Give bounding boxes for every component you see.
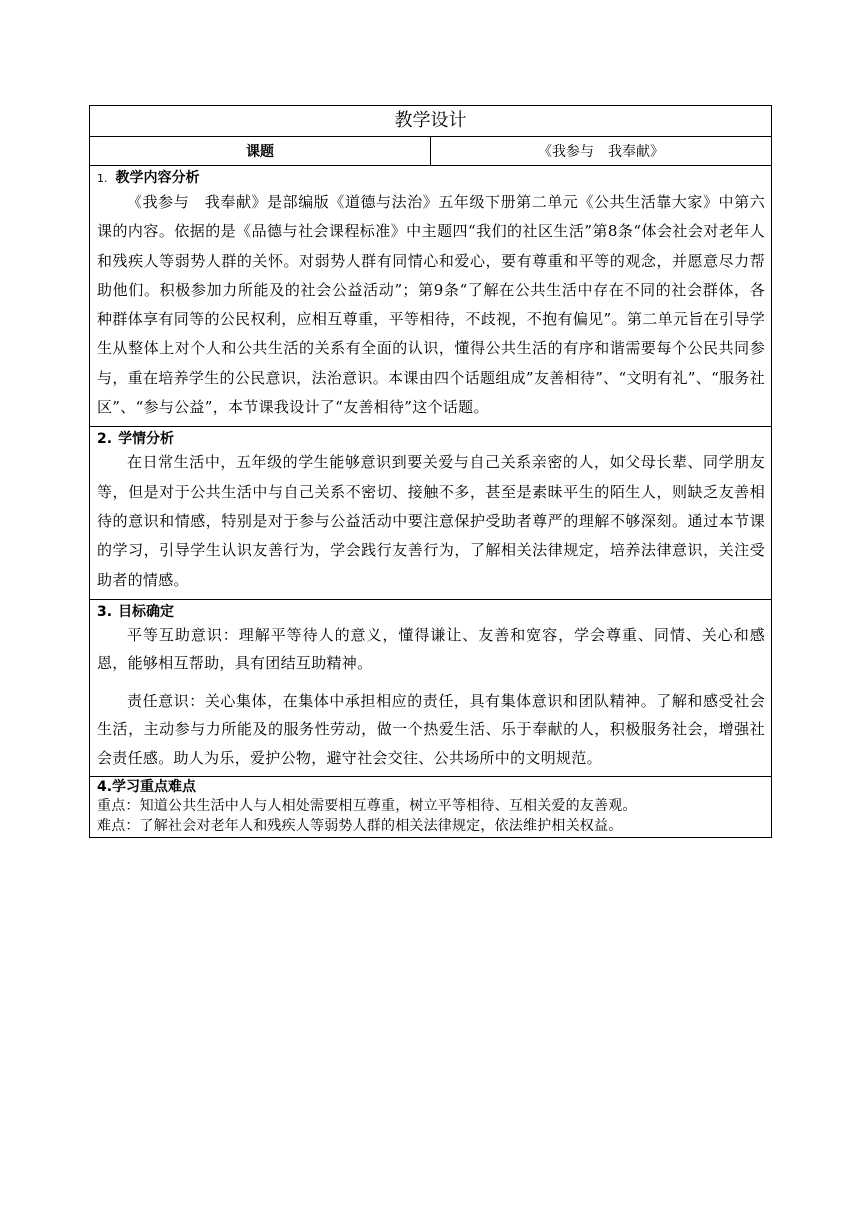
objective-responsibility-paragraph: 责任意识：关心集体，在集体中承担相应的责任，具有集体意识和团队精神。了解和感受社会生活，主动参与力所能及的服务性劳动，做一个热爱生活、乐于奉献的人，积极服务社会，增强社会责任感。助人为乐，爱护公物，避守社会交往、公共场所中的文明规范。 xyxy=(97,691,765,767)
section-number: 1. xyxy=(97,172,108,185)
section-title: 学情分析 xyxy=(118,431,175,448)
section-heading xyxy=(97,603,765,621)
title-row xyxy=(90,106,772,137)
key-point-text: 重点：知道公共生活中人与人相处需要相互尊重，树立平等相待、互相关爱的友善观。 xyxy=(97,798,637,815)
section-content-analysis xyxy=(90,166,772,427)
section-title: 教学内容分析 xyxy=(115,170,200,186)
table-title: 教学设计 xyxy=(90,106,772,137)
section-key-points-row xyxy=(90,777,772,838)
difficulty-text: 难点：了解社会对老年人和残疾人等弱势人群的相关法律规定，依法维护相关权益。 xyxy=(97,818,623,835)
lesson-design-table xyxy=(89,105,772,838)
section-heading xyxy=(97,169,765,188)
section-title: 4.学习重点难点 xyxy=(97,779,197,796)
section-content-analysis-row xyxy=(90,166,772,427)
objective-equality-paragraph: 平等互助意识：理解平等待人的意义，懂得谦让、友善和宽容，学会尊重、同情、关心和感恩，能够相互帮助，具有团结互助精神。 xyxy=(97,625,765,673)
section-learner-analysis xyxy=(90,427,772,599)
section-heading xyxy=(97,430,765,448)
section-key-points xyxy=(90,777,772,838)
section-learner-analysis-row xyxy=(90,427,772,599)
section-paragraph: 《我参与 我奉献》是部编版《道德与法治》五年级下册第二单元《公共生活靠大家》中第六课的内容。依据的是《品德与社会课程标准》中主题四“我们的社区生活”第8条“体会社会对老年人和残疾人等弱势人群的关怀。对弱势人群有同情心和爱心，要有尊重和平等的观念，并愿意尽力帮助他们。积极参加力所能及的社会公益活动”；第9条“了解在公共生活中存在不同的社会群体，各种群体享有同等的公民权利，应相互尊重，平等相待，不歧视，不抱有偏见”。第二单元旨在引导学生从整体上对个人和公共生活的关系有全面的认识，懂得公共生活的有序和谐需要每个公民共同参与，重在培养学生的公民意识，法治意识。本课由四个话题组成”友善相待”、“文明有礼”、“服务社区”、“参与公益”，本节课我设计了“友善相待”这个话题。 xyxy=(97,193,765,417)
section-number: 2. xyxy=(97,431,113,448)
topic-value: 《我参与 我奉献》 xyxy=(431,137,772,166)
topic-row xyxy=(90,137,772,166)
section-objectives xyxy=(90,599,772,777)
section-paragraph: 在日常生活中，五年级的学生能够意识到要关爱与自己关系亲密的人，如父母长辈、同学朋友等，但是对于公共生活中与自己关系不密切、接触不多，甚至是素昧平生的陌生人，则缺乏友善相待的意识和情感，特别是对于参与公益活动中要注意保护受助者尊严的理解不够深刻。通过本节课的学习，引导学生认识友善行为，学会践行友善行为，了解相关法律规定，培养法律意识，关注受助者的情感。 xyxy=(97,453,765,589)
section-objectives-row xyxy=(90,599,772,777)
section-title: 目标确定 xyxy=(118,603,175,620)
topic-label: 课题 xyxy=(90,137,431,166)
section-number: 3. xyxy=(97,603,113,620)
